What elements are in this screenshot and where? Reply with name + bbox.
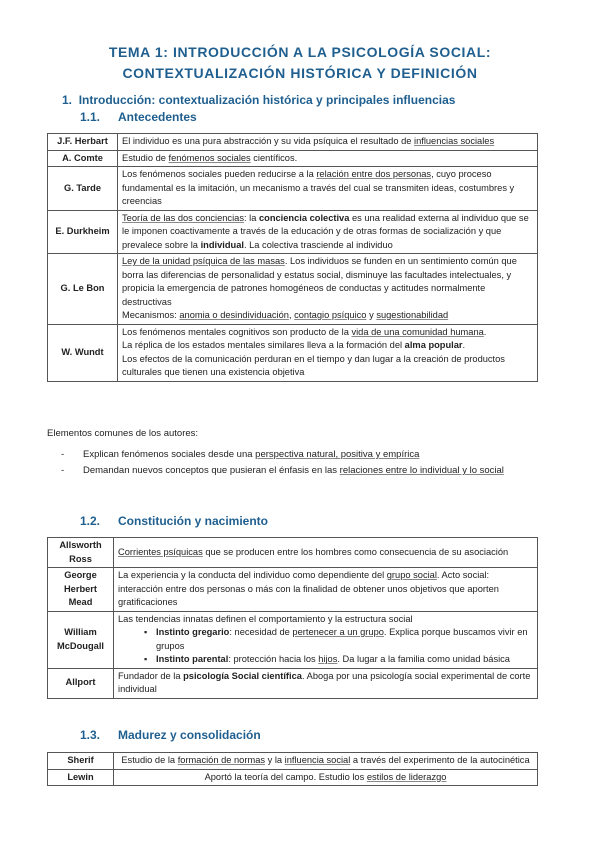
text-segment: . Acto social: interacción entre dos personas o más con la finalidad de obtener unos objetivos que aporten gratificaciones xyxy=(118,570,499,607)
text-segment: . Da lugar a la familia como unidad básica xyxy=(337,654,510,664)
table-row xyxy=(48,254,538,325)
table-row xyxy=(48,324,538,381)
bold-text: alma popular xyxy=(404,340,463,350)
underlined-text: formación de normas xyxy=(177,755,266,765)
text-segment: , xyxy=(288,310,295,320)
author-name: George Herbert Mead xyxy=(48,568,114,612)
underlined-text: influencia social xyxy=(284,755,351,765)
table-row xyxy=(48,769,538,786)
underlined-text: relación entre dos personas xyxy=(316,169,432,179)
underlined-text: contagio psíquico xyxy=(294,310,367,320)
underlined-text: Corrientes psíquicas xyxy=(118,546,203,557)
description-paragraph xyxy=(118,546,533,560)
text-segment: La réplica de los estados mentales similares lleva a la formación del xyxy=(122,340,405,350)
text-segment: y la xyxy=(265,755,285,765)
author-description xyxy=(118,167,538,211)
text-segment: Los fenómenos mentales cognitivos son producto de la xyxy=(122,326,352,337)
text-segment: . xyxy=(483,326,487,337)
text-segment: y xyxy=(366,310,377,320)
list-item xyxy=(118,653,533,667)
description-paragraph xyxy=(122,309,533,323)
subsection-1-2-title: Constitución y nacimiento xyxy=(118,514,269,528)
text-segment: Mecanismos: xyxy=(122,310,180,320)
author-description xyxy=(114,568,538,612)
text-segment: Aportó la teoría del campo. Estudio los xyxy=(204,771,367,782)
text-segment: . La colectiva trasciende al individuo xyxy=(243,239,393,250)
author-description xyxy=(118,134,538,151)
table-row xyxy=(48,150,538,167)
description-paragraph xyxy=(118,569,533,610)
author-name: J.F. Herbart xyxy=(48,134,118,151)
text-segment: : protección hacia los xyxy=(228,654,319,664)
text-segment: Fundador de la xyxy=(118,670,184,681)
instinct-list xyxy=(118,626,533,667)
author-description xyxy=(114,769,538,786)
author-name: G. Le Bon xyxy=(48,254,118,325)
text-segment: La experiencia y la conducta del individuo como dependiente del xyxy=(118,570,387,580)
table-row xyxy=(48,134,538,151)
list-item xyxy=(47,463,547,479)
table-row xyxy=(48,668,538,698)
description-paragraph xyxy=(122,135,533,149)
author-name: A. Comte xyxy=(48,150,118,167)
constitucion-table xyxy=(47,537,538,699)
common-elements-list xyxy=(47,447,547,479)
author-description xyxy=(114,538,538,568)
author-description xyxy=(114,753,538,770)
table-row xyxy=(48,611,538,668)
underlined-text: anomia o desindividuación xyxy=(179,310,289,320)
madurez-table xyxy=(47,752,538,786)
description-paragraph xyxy=(122,212,533,253)
text-segment: Estudio de la xyxy=(121,755,178,765)
text-segment: a través del experimento de la autocinética xyxy=(350,755,530,765)
underlined-text: perspectiva natural, positiva y empírica xyxy=(255,449,420,460)
bold-text: psicología Social científica xyxy=(183,670,302,681)
underlined-text: pertenecer a un grupo xyxy=(292,627,384,637)
author-name: Lewin xyxy=(48,769,114,786)
author-name: W. Wundt xyxy=(48,324,118,381)
section-1-title: Introducción: contextualización histórica y principales influencias xyxy=(78,93,456,107)
text-segment: Estudio de xyxy=(122,152,169,163)
underlined-text: sugestionabilidad xyxy=(376,310,449,320)
text-segment: . xyxy=(462,340,466,350)
description-paragraph xyxy=(118,670,533,697)
description-paragraph xyxy=(118,754,533,768)
text-segment: Explican fenómenos sociales desde una xyxy=(83,449,256,460)
underlined-text: influencias sociales xyxy=(414,136,495,146)
text-segment: Los efectos de la comunicación perduran en el tiempo y dan lugar a la creación de productos culturales que tienen una existencia objetiva xyxy=(122,353,505,377)
author-description xyxy=(118,254,538,325)
author-name: William McDougall xyxy=(48,611,114,668)
subsection-1-1-heading xyxy=(80,110,197,124)
bold-text: individual xyxy=(200,239,244,250)
bold-text: Instinto parental xyxy=(156,654,229,664)
underlined-text: hijos xyxy=(318,654,338,664)
text-segment: Las tendencias innatas definen el comportamiento y la estructura social xyxy=(118,613,413,624)
author-name: Allsworth Ross xyxy=(48,538,114,568)
description-paragraph xyxy=(122,326,533,340)
author-description xyxy=(114,668,538,698)
text-segment: . Explica porque buscamos vivir en grupos xyxy=(156,627,528,651)
underlined-text: vida de una comunidad humana xyxy=(351,326,484,337)
description-paragraph xyxy=(122,353,533,380)
bold-text: Instinto gregario xyxy=(156,627,230,637)
underlined-text: fenómenos sociales xyxy=(168,152,251,163)
text-segment: . Aboga por una psicología social experimental de corte individual xyxy=(118,670,531,694)
subsection-1-3-heading xyxy=(80,728,261,742)
description-paragraph xyxy=(118,613,533,627)
author-name: Allport xyxy=(48,668,114,698)
text-segment: que se producen entre los hombres como consecuencia de su asociación xyxy=(202,546,509,557)
description-paragraph xyxy=(122,255,533,309)
page-title-line-2: CONTEXTUALIZACIÓN HISTÓRICA Y DEFINICIÓN xyxy=(122,65,478,81)
section-1-heading xyxy=(62,93,455,107)
antecedentes-table xyxy=(47,133,538,382)
author-name: G. Tarde xyxy=(48,167,118,211)
underlined-text: Ley de la unidad psíquica de las masas xyxy=(122,256,285,266)
subsection-1-2-heading xyxy=(80,514,268,528)
subsection-1-2-number: 1.2. xyxy=(80,514,101,528)
text-segment: Demandan nuevos conceptos que pusieran el énfasis en las xyxy=(83,465,340,476)
text-segment: . Los individuos se funden en un sentimiento común que borra las diferencias de personalidad y estatus social, disminuye las facultades intelectuales, y propicia la emergencia de patrones homogéneos de conductas y actitudes normalmente destructivas xyxy=(122,256,517,307)
author-description xyxy=(114,611,538,668)
table-row xyxy=(48,167,538,211)
author-name: Sherif xyxy=(48,753,114,770)
table-row xyxy=(48,538,538,568)
page-title-line-1: TEMA 1: INTRODUCCIÓN A LA PSICOLOGÍA SOCIAL: xyxy=(108,44,492,60)
section-1-number: 1. xyxy=(62,93,73,107)
subsection-1-1-title: Antecedentes xyxy=(118,110,197,124)
description-paragraph xyxy=(122,339,533,353)
underlined-text: estilos de liderazgo xyxy=(366,771,447,782)
text-segment: es una realidad externa al individuo que se le imponen coactivamente a través de la educación y de otras formas de socialización y que prevalece sobre la xyxy=(122,212,529,250)
description-paragraph xyxy=(122,152,533,166)
list-item xyxy=(47,447,547,463)
author-name: E. Durkheim xyxy=(48,210,118,254)
list-item xyxy=(118,626,533,653)
author-description xyxy=(118,150,538,167)
underlined-text: Teoría de las dos conciencias xyxy=(122,212,244,223)
text-segment: : la xyxy=(243,212,259,223)
subsection-1-3-title: Madurez y consolidación xyxy=(118,728,261,742)
subsection-1-1-number: 1.1. xyxy=(80,110,101,124)
text-segment: : necesidad de xyxy=(229,627,293,637)
subsection-1-3-number: 1.3. xyxy=(80,728,101,742)
text-segment: , cuyo proceso fundamental es la imitación, un mecanismo a través del cual se transmiten ideas, costumbres y creencias xyxy=(122,169,515,206)
table-row xyxy=(48,210,538,254)
table-row xyxy=(48,568,538,612)
bold-text: conciencia colectiva xyxy=(258,212,350,223)
author-description xyxy=(118,324,538,381)
text-segment: Los fenómenos sociales pueden reducirse a la xyxy=(122,169,317,179)
description-paragraph xyxy=(118,771,533,785)
common-elements-heading: Elementos comunes de los autores: xyxy=(47,428,199,439)
table-row xyxy=(48,753,538,770)
description-paragraph xyxy=(122,168,533,209)
underlined-text: grupo social xyxy=(386,570,437,580)
underlined-text: relaciones entre lo individual y lo social xyxy=(339,465,504,476)
text-segment: El individuo es una pura abstracción y su vida psíquica el resultado de xyxy=(122,136,414,146)
text-segment: científicos. xyxy=(250,152,298,163)
author-description xyxy=(118,210,538,254)
